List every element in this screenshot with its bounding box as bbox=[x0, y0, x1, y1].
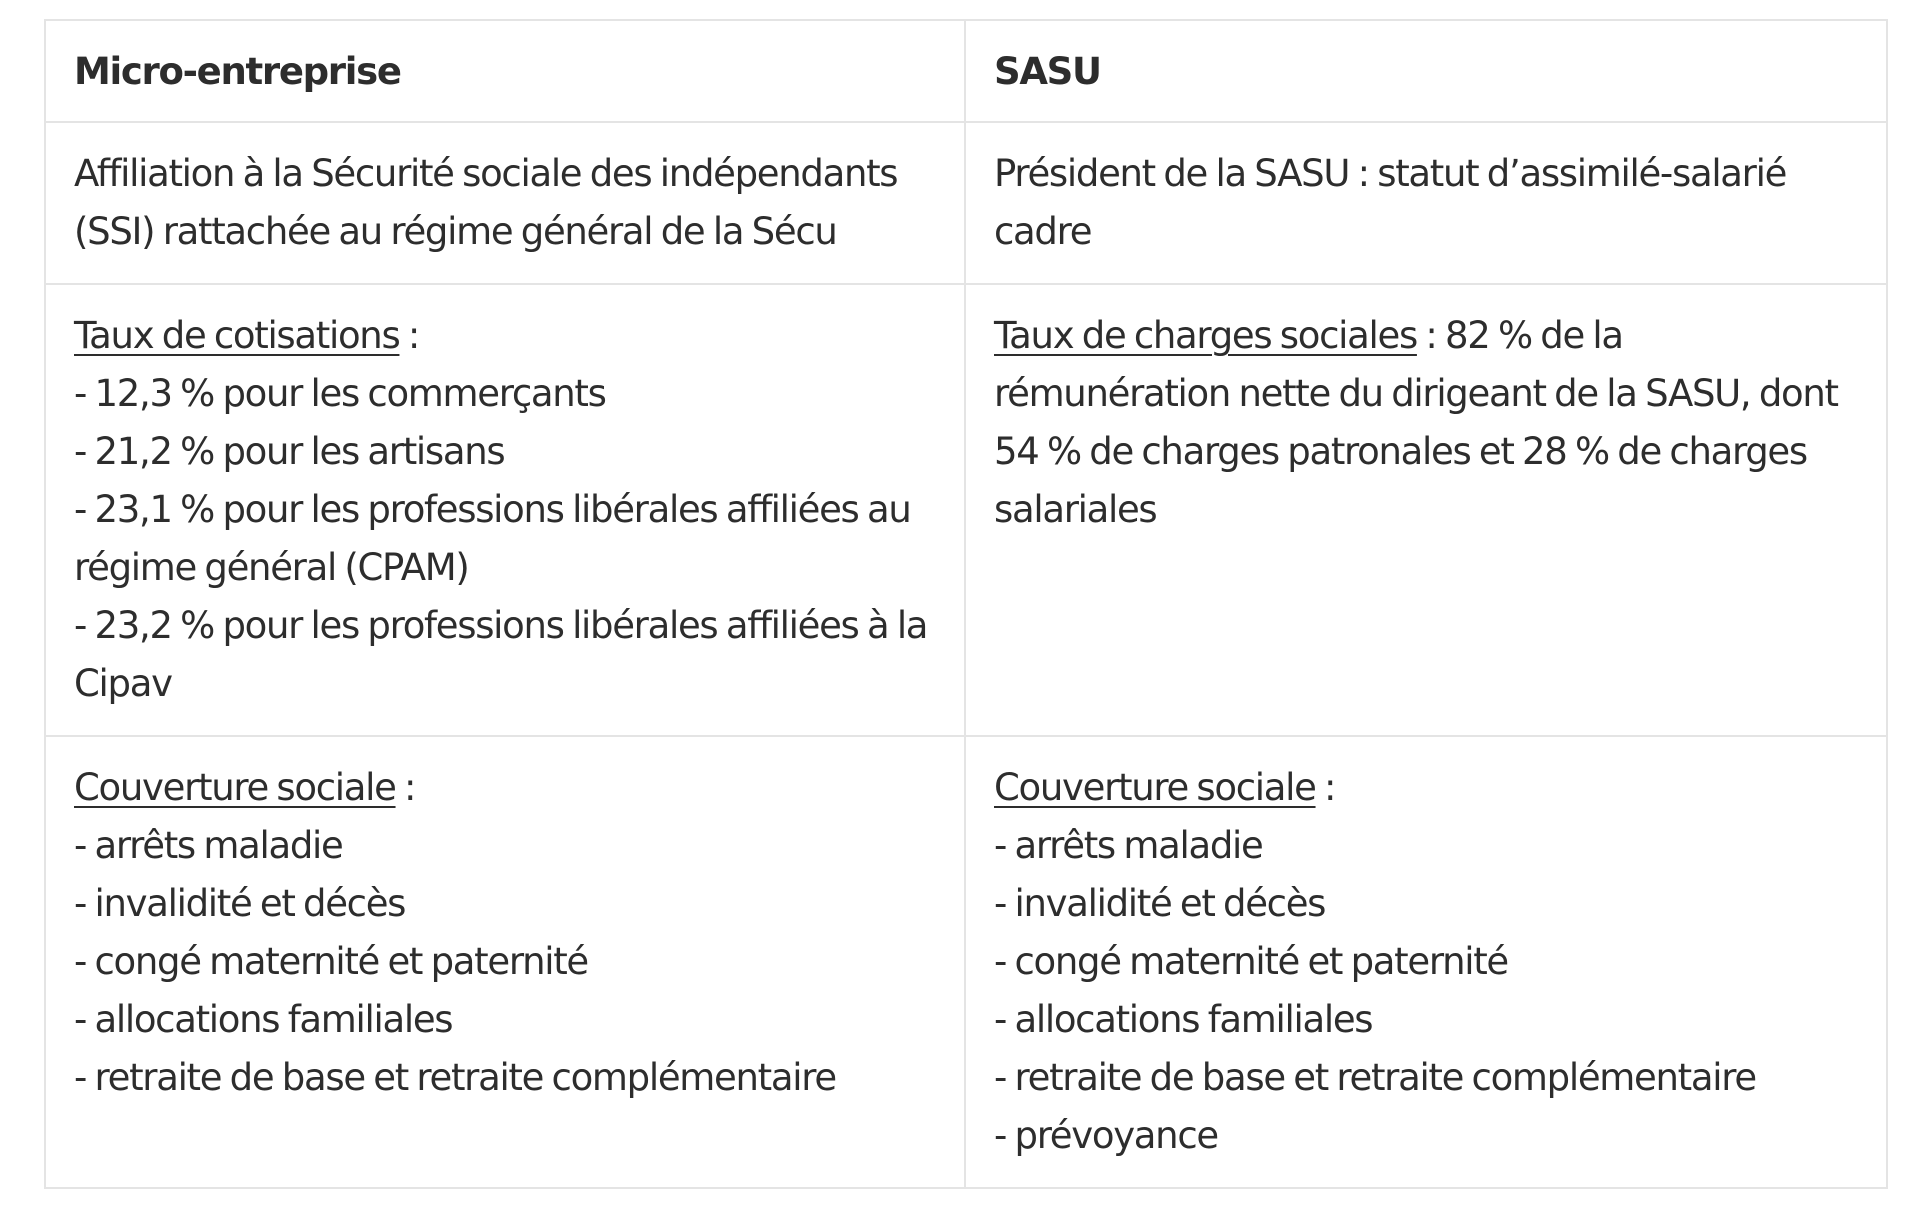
couverture-micro-heading bbox=[74, 759, 936, 817]
couverture-sasu-suffix: : bbox=[1315, 766, 1336, 809]
row-couverture bbox=[45, 736, 1887, 1188]
couverture-sasu-item: - congé maternité et paternité bbox=[994, 940, 1508, 983]
couverture-sasu-item: - allocations familiales bbox=[994, 998, 1373, 1041]
taux-sasu-text: : 82 % de la rémunération nette du dirigeant de la SASU, dont 54 % de charges patronales et 28 % de charges salariales bbox=[994, 314, 1838, 531]
cell-affiliation-micro: Affiliation à la Sécurité sociale des indépendants (SSI) rattachée au régime général de la Sécu bbox=[45, 122, 965, 284]
taux-micro-suffix: : bbox=[399, 314, 420, 357]
couverture-micro-label: Couverture sociale bbox=[74, 766, 396, 809]
header-sasu: SASU bbox=[965, 20, 1887, 122]
row-affiliation bbox=[45, 122, 1887, 284]
taux-micro-item: - 12,3 % pour les commerçants bbox=[74, 372, 606, 415]
couverture-sasu-item: - retraite de base et retraite complémentaire bbox=[994, 1056, 1756, 1099]
taux-micro-item: - 23,1 % pour les professions libérales affiliées au régime général (CPAM) bbox=[74, 488, 911, 589]
couverture-micro-suffix: : bbox=[395, 766, 416, 809]
cell-couverture-micro bbox=[45, 736, 965, 1188]
couverture-micro-item: - congé maternité et paternité bbox=[74, 940, 588, 983]
header-row bbox=[45, 20, 1887, 122]
taux-micro-label: Taux de cotisations bbox=[74, 314, 400, 357]
taux-micro-heading bbox=[74, 307, 936, 365]
couverture-sasu-label: Couverture sociale bbox=[994, 766, 1316, 809]
couverture-micro-item: - invalidité et décès bbox=[74, 882, 406, 925]
couverture-sasu-item: - invalidité et décès bbox=[994, 882, 1326, 925]
header-micro-entreprise: Micro-entreprise bbox=[45, 20, 965, 122]
couverture-micro-item: - retraite de base et retraite complémentaire bbox=[74, 1056, 836, 1099]
taux-sasu-label: Taux de charges sociales bbox=[994, 314, 1417, 357]
row-taux bbox=[45, 284, 1887, 736]
taux-micro-item: - 21,2 % pour les artisans bbox=[74, 430, 505, 473]
couverture-micro-item: - allocations familiales bbox=[74, 998, 453, 1041]
couverture-sasu-heading bbox=[994, 759, 1858, 817]
couverture-sasu-item: - prévoyance bbox=[994, 1114, 1218, 1157]
cell-couverture-sasu bbox=[965, 736, 1887, 1188]
taux-micro-item: - 23,2 % pour les professions libérales affiliées à la Cipav bbox=[74, 604, 928, 705]
cell-taux-micro bbox=[45, 284, 965, 736]
cell-taux-sasu bbox=[965, 284, 1887, 736]
cell-affiliation-sasu: Président de la SASU : statut d’assimilé-salarié cadre bbox=[965, 122, 1887, 284]
comparison-table bbox=[44, 19, 1888, 1189]
couverture-sasu-item: - arrêts maladie bbox=[994, 824, 1263, 867]
couverture-micro-item: - arrêts maladie bbox=[74, 824, 343, 867]
